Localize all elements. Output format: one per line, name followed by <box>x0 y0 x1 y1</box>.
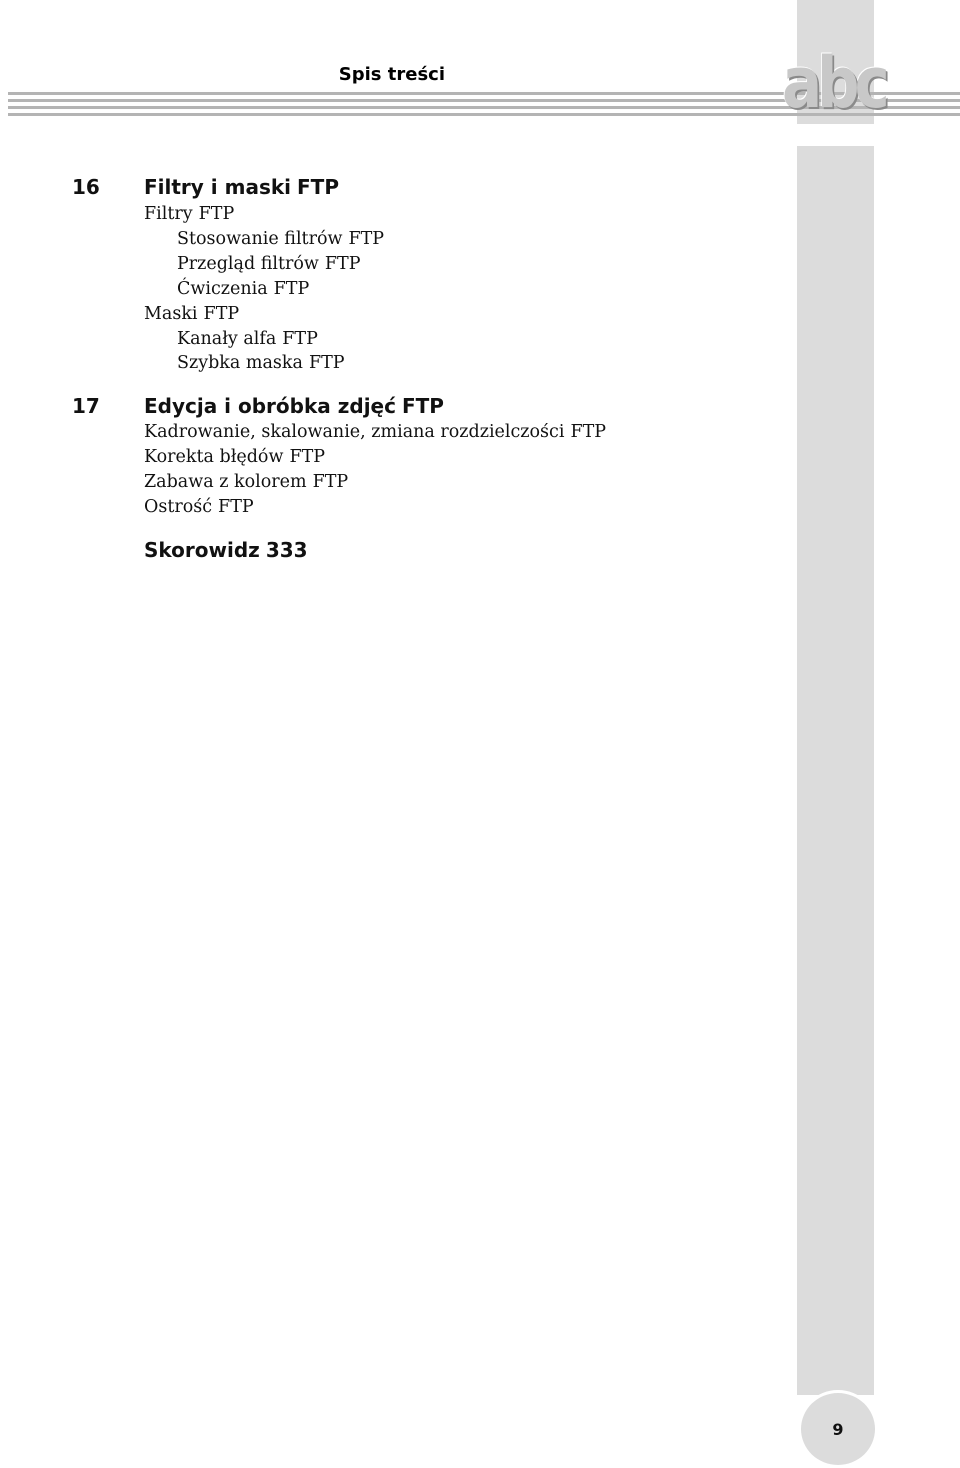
entry-label: Stosowanie filtrów <box>177 229 343 249</box>
chapter-page: FTP <box>401 394 444 418</box>
index-title: Skorowidz <box>144 538 260 562</box>
entry-label: Zabawa z kolorem <box>144 472 307 492</box>
entry-page: FTP <box>570 422 607 442</box>
side-column <box>797 0 874 1395</box>
index-page: 333 <box>265 538 308 562</box>
entry-label: Szybka maska <box>177 353 303 373</box>
side-notch <box>777 124 897 146</box>
entry-page: FTP <box>324 254 361 274</box>
chapter-title: Filtry i maski <box>144 175 292 199</box>
entry-page: FTP <box>218 497 254 517</box>
entry-label: Ostrość <box>144 497 213 517</box>
entry-label: Kadrowanie, skalowanie, zmiana rozdzielczości <box>144 422 565 442</box>
page-title: Spis treści <box>338 64 445 85</box>
entry-label: Maski <box>144 304 198 324</box>
entry-page: FTP <box>312 472 349 492</box>
chapter-number: 16 <box>72 175 100 199</box>
entry-label: Korekta błędów <box>144 447 284 467</box>
entry-page: FTP <box>289 447 326 467</box>
entry-label: Filtry <box>144 204 193 224</box>
page-number: 9 <box>832 1419 844 1439</box>
page-number-badge <box>798 1390 878 1468</box>
entry-page: FTP <box>198 204 235 224</box>
chapter-number: 17 <box>72 394 100 418</box>
entry-label: Przegląd filtrów <box>177 254 319 274</box>
entry-page: FTP <box>282 329 318 349</box>
entry-label: Ćwiczenia <box>177 279 268 299</box>
entry-page: FTP <box>308 353 345 373</box>
abc-logo: abc <box>782 42 885 124</box>
chapter-title: Edycja i obróbka zdjęć <box>144 394 396 418</box>
entry-page: FTP <box>273 279 310 299</box>
entry-label: Kanały alfa <box>177 329 277 349</box>
entry-page: FTP <box>203 304 240 324</box>
entry-page: FTP <box>348 229 385 249</box>
chapter-page: FTP <box>297 175 339 199</box>
